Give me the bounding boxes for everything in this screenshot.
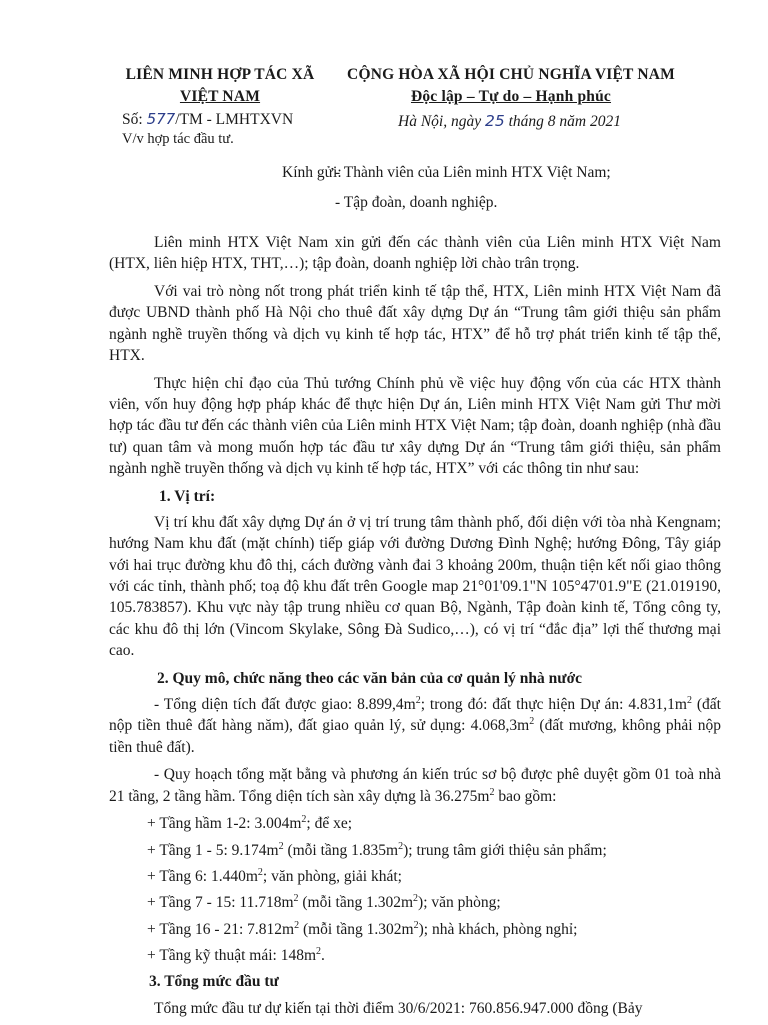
document-subject: V/v hợp tác đầu tư. — [122, 131, 234, 147]
section-heading-investment: 3. Tổng mức đầu tư — [149, 973, 279, 991]
list-item-floors-16-21: + Tầng 16 - 21: $7.812m^2$ (mỗi tầng $1.302m^2$); nhà khách, phòng nghỉ; — [147, 919, 578, 938]
list-item-floor-6: + Tầng 6: $1.440m^2$; văn phòng, giải khát; — [147, 866, 402, 886]
paragraph-invitation: Thực hiện chỉ đạo của Thủ tướng Chính phủ về việc huy động vốn của các HTX thành viên, vốn huy động hợp pháp khác để thực hiện Dự án, Liên minh HTX Việt Nam gửi Thư mời hợp tác đầu tư đến các thành viên của Liên minh HTX Việt Nam; tập đoàn, doanh nghiệp (nhà đầu tư) quan tâm và mong muốn hợp tác đầu tư xây dựng Dự án “Trung tâm giới thiệu, sản phẩm ngành nghề truyền thống và dịch vụ kinh tế hợp tác, HTX” với các thông tin như sau: — [109, 374, 721, 477]
recipients-label: Kính gửi: — [282, 164, 342, 181]
paragraph-investment: Tổng mức đầu tư dự kiến tại thời điểm 30/6/2021: 760.856.947.000 đồng (Bảy — [154, 999, 643, 1017]
list-item-roof: + Tầng kỹ thuật mái: $148m^2$. — [147, 945, 325, 964]
document-date — [398, 112, 621, 131]
date-suffix: tháng 8 năm 2021 — [504, 113, 621, 130]
org-name-line1: LIÊN MINH HỢP TÁC XÃ — [125, 66, 315, 83]
date-prefix: Hà Nội, ngày — [398, 113, 485, 130]
section-heading-scale: 2. Quy mô, chức năng theo các văn bản của cơ quản lý nhà nước — [157, 669, 583, 687]
list-item-floors-7-15: + Tầng 7 - 15: $11.718m^2$ (mỗi tầng $1.302m^2$); văn phòng; — [147, 893, 501, 912]
national-header — [326, 64, 696, 108]
doc-number-suffix: /TM - LMHTXVN — [175, 111, 294, 128]
paragraph-greeting: Liên minh HTX Việt Nam xin gửi đến các thành viên của Liên minh HTX Việt Nam (HTX, liên hiệp HTX, THT,…); tập đoàn, doanh nghiệp lời chào trân trọng. — [109, 234, 721, 273]
paragraph-location: Vị trí khu đất xây dựng Dự án ở vị trí trung tâm thành phố, đối diện với tòa nhà Kengnam; hướng Nam khu đất (mặt chính) tiếp giáp với đường Dương Đình Nghệ; hướng Đông, Tây giáp với hai trục đường khu đô thị, cách đường vành đai 3 khoảng 200m, thuận tiện kết nối giao thông với các tỉnh, thành phố; toạ độ khu đất trên Google map 21°01'09.1"N 105°47'01.9"E (21.019190, 105.783857). Khu vực này tập trung nhiều cơ quan Bộ, Ngành, Tập đoàn kinh tế, Tổng công ty, các khu đô thị lớn (Vincom Skylake, Sông Đà Sudico,…), có vị trí “đắc địa” lợi thế thương mại cao. — [109, 514, 721, 659]
date-day-handwritten: 25 — [484, 112, 505, 130]
recipient-line-1: - Thành viên của Liên minh HTX Việt Nam; — [335, 164, 611, 181]
list-item-basement: + Tầng hầm 1-2: $3.004m^2$; để xe; — [147, 814, 353, 833]
doc-number-handwritten: 577 — [146, 110, 176, 128]
document-number — [122, 110, 293, 129]
org-name-line2: VIỆT NAM — [179, 88, 261, 105]
recipient-line-2: - Tập đoàn, doanh nghiệp. — [335, 194, 498, 211]
nation-title: CỘNG HÒA XÃ HỘI CHỦ NGHĨA VIỆT NAM — [347, 66, 675, 83]
paragraph-role: Với vai trò nòng nốt trong phát triển kinh tế tập thể, HTX, Liên minh HTX Việt Nam đã được UBND thành phố Hà Nội cho thuê đất xây dựng Dự án “Trung tâm giới thiệu sản phẩm ngành nghề truyền thống và dịch vụ kinh tế hợp tác, HTX” để hỗ trợ phát triển kinh tế tập thể, HTX. — [109, 283, 721, 364]
document-body — [109, 232, 721, 1025]
organization-header — [100, 64, 340, 108]
national-motto: Độc lập – Tự do – Hạnh phúc — [410, 88, 612, 105]
section-heading-location: 1. Vị trí: — [159, 487, 216, 505]
doc-number-prefix: Số: — [122, 111, 147, 128]
paragraph-land-area: - Tổng diện tích đất được giao: $8.899,4m^2$; trong đó: đất thực hiện Dự án: $4.831,1m^2$ (đất nộp tiền thuê đất hàng năm), đất giao quản lý, sử dụng: $4.068,3m^2$ (đất mương, không phải nộp tiền thuê đất). — [109, 694, 721, 756]
paragraph-planning: - Quy hoạch tổng mặt bằng và phương án kiến trúc sơ bộ được phê duyệt gồm 01 toà nhà 21 tầng, 2 tầng hầm. Tổng diện tích sàn xây dựng là $36.275m^2$ bao gồm: — [109, 766, 721, 805]
list-item-floors-1-5: + Tầng 1 - 5: $9.174m^2$ (mỗi tầng $1.835m^2$); trung tâm giới thiệu sản phẩm; — [147, 840, 607, 859]
